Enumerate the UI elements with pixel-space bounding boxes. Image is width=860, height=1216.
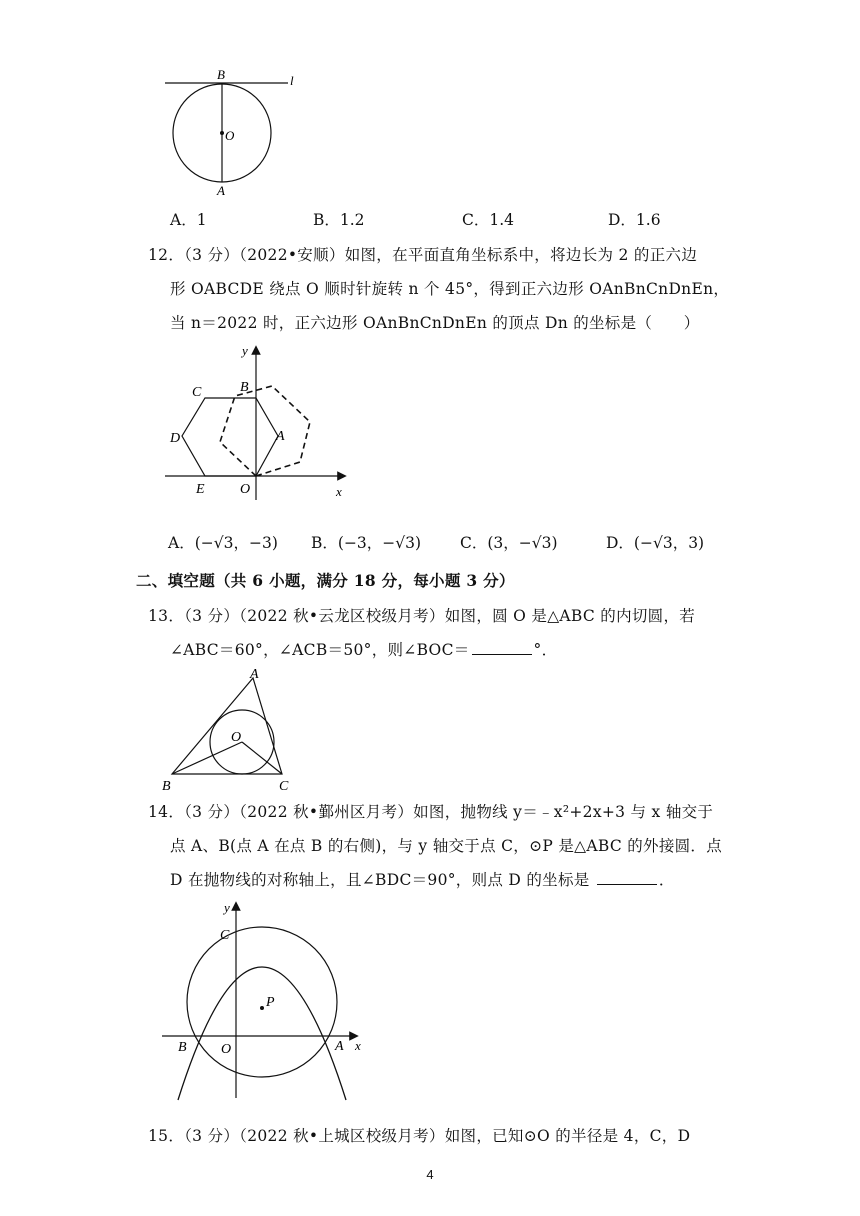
label-y: y bbox=[224, 900, 230, 915]
label-o: O bbox=[221, 1042, 232, 1057]
q12-option-b: B．(−3，−√3) bbox=[311, 534, 422, 552]
center-p bbox=[260, 1006, 264, 1010]
label-b: B bbox=[178, 1040, 187, 1055]
q14-line2: 点 A、B(点 A 在点 B 的右侧)，与 y 轴交于点 C，⊙P 是△ABC 的外接圆．点 bbox=[170, 837, 723, 855]
q11-option-a: A．1 bbox=[170, 211, 207, 229]
label-b: B bbox=[217, 67, 225, 82]
q14-line3-text: D 在抛物线的对称轴上，且∠BDC＝90°，则点 D 的坐标是 bbox=[170, 871, 590, 889]
q12-line1: 12．（3 分）（2022•安顺）如图，在平面直角坐标系中，将边长为 2 的正六边 bbox=[148, 246, 698, 264]
q13-line2-text: ∠ABC＝60°，∠ACB＝50°，则∠BOC＝ bbox=[170, 641, 470, 659]
label-a: A bbox=[250, 667, 259, 682]
q15-line1: 15．（3 分）（2022 秋•上城区校级月考）如图，已知⊙O 的半径是 4，C，D bbox=[148, 1127, 691, 1145]
label-p: P bbox=[266, 995, 275, 1010]
label-x: x bbox=[355, 1038, 361, 1053]
q13-figure bbox=[158, 666, 298, 794]
label-l: l bbox=[290, 73, 294, 88]
q11-figure bbox=[160, 64, 310, 199]
label-a: A bbox=[335, 1039, 344, 1054]
label-b: B bbox=[240, 380, 249, 395]
q13-line2-tail: °． bbox=[533, 641, 558, 659]
q11-option-c: C．1.4 bbox=[462, 211, 515, 229]
segment-co bbox=[242, 742, 282, 774]
q12-line2: 形 OABCDE 绕点 O 顺时针旋转 n 个 45°，得到正六边形 OAnBnCnDnEn， bbox=[170, 280, 730, 298]
parabola bbox=[178, 967, 346, 1100]
label-c: C bbox=[279, 779, 289, 794]
segment-bo bbox=[172, 742, 242, 774]
q14-line3 bbox=[170, 868, 675, 890]
q12-option-d: D．(−√3，3) bbox=[606, 534, 705, 552]
triangle-abc bbox=[172, 678, 282, 774]
q14-line1: 14．（3 分）（2022 秋•鄞州区月考）如图，抛物线 y＝﹣x²+2x+3 与 x 轴交于 bbox=[148, 803, 714, 821]
q13-line1: 13．（3 分）（2022 秋•云龙区校级月考）如图，圆 O 是△ABC 的内切圆，若 bbox=[148, 607, 696, 625]
circumcircle-p bbox=[187, 927, 337, 1077]
q14-line3-tail: ． bbox=[658, 871, 675, 889]
label-b: B bbox=[162, 779, 171, 794]
center-point bbox=[220, 131, 224, 135]
label-x: x bbox=[336, 484, 342, 499]
section-heading: 二、填空题（共 6 小题，满分 18 分，每小题 3 分） bbox=[136, 571, 515, 590]
label-e: E bbox=[196, 482, 205, 497]
label-d: D bbox=[170, 431, 181, 446]
label-a: A bbox=[217, 183, 225, 198]
q11-option-b: B．1.2 bbox=[313, 211, 365, 229]
label-o: O bbox=[240, 482, 251, 497]
q14-figure bbox=[158, 898, 368, 1103]
q12-option-c: C．(3，−√3) bbox=[460, 534, 558, 552]
q12-line3: 当 n＝2022 时，正六边形 OAnBnCnDnEn 的顶点 Dn 的坐标是（ ） bbox=[170, 314, 700, 332]
label-a: A bbox=[276, 429, 285, 444]
label-c: C bbox=[192, 385, 202, 400]
label-o: O bbox=[231, 730, 242, 745]
q13-line2 bbox=[170, 638, 557, 660]
label-o: O bbox=[225, 128, 235, 143]
q14-answer-blank[interactable] bbox=[597, 870, 657, 885]
page-number: 4 bbox=[426, 1167, 434, 1182]
q12-option-a: A．(−√3，−3) bbox=[168, 534, 278, 552]
label-y: y bbox=[242, 343, 248, 358]
q12-figure bbox=[160, 338, 360, 503]
q11-option-d: D．1.6 bbox=[608, 211, 661, 229]
q13-answer-blank[interactable] bbox=[472, 640, 532, 655]
hexagon-rotated bbox=[220, 386, 310, 476]
label-c: C bbox=[220, 928, 230, 943]
